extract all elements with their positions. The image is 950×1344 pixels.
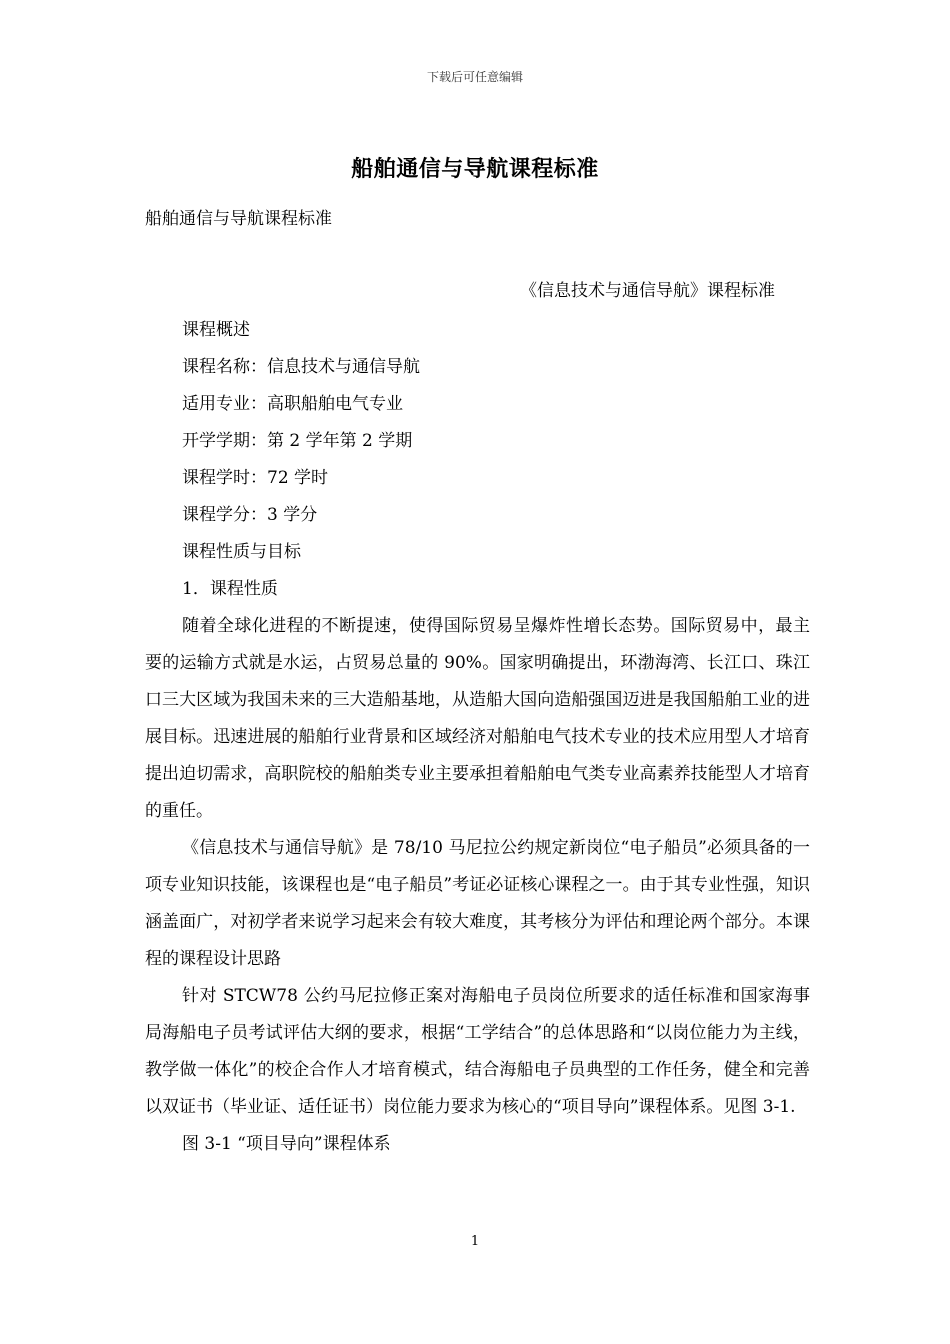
major-line: 适用专业：高职船舶电气专业 (182, 394, 403, 414)
section-heading-overview: 课程概述 (182, 320, 250, 340)
header-note: 下载后可任意编辑 (426, 70, 523, 84)
document-title: 船舶通信与导航课程标准 (351, 157, 599, 182)
hours-line: 课程学时：72 学时 (182, 468, 329, 488)
course-standard-title: 《信息技术与通信导航》课程标准 (520, 281, 775, 301)
semester-line: 开学学期：第 2 学年第 2 学期 (182, 431, 413, 451)
credits-line: 课程学分：3 学分 (182, 505, 318, 525)
paragraph-background: 随着全球化进程的不断提速，使得国际贸易呈爆炸性增长态势。国际贸易中，最主要的运输方式就是水运，占贸易总量的 90%。国家明确提出，环渤海湾、长江口、珠江口三大区域为我国未来的三大造船基地，从造船大国向造船强国迈进是我国船舶工业的进展目标。迅速进展的船舶行业背景和区域经济对船舶电气技术专业的技术应用型人才培育提出迫切需求，高职院校的船舶类专业主要承担着船舶电气类专业高素养技能型人才培育的重任。 (145, 616, 810, 821)
section-heading-nature-goals: 课程性质与目标 (182, 542, 301, 562)
page-number: 1 (470, 1234, 480, 1249)
document-body (145, 312, 810, 1163)
figure-caption: 图 3-1 “项目导向”课程体系 (182, 1134, 391, 1154)
course-name-line: 课程名称：信息技术与通信导航 (182, 357, 420, 377)
paragraph-course-description: 《信息技术与通信导航》是 78/10 马尼拉公约规定新岗位“电子船员”必须具备的一项专业知识技能，该课程也是“电子船员”考证必证核心课程之一。由于其专业性强，知识涵盖面广，对初学者来说学习起来会有较大难度，其考核分为评估和理论两个部分。本课程的课程设计思路 (145, 838, 810, 969)
paragraph-design-approach: 针对 STCW78 公约马尼拉修正案对海船电子员岗位所要求的适任标准和国家海事局海船电子员考试评估大纲的要求，根据“工学结合”的总体思路和“以岗位能力为主线，教学做一体化”的校企合作人才培育模式，结合海船电子员典型的工作任务，健全和完善以双证书（毕业证、适任证书）岗位能力要求为核心的“项目导向”课程体系。见图 3-1. (145, 986, 810, 1117)
subsection-heading-nature: 1．课程性质 (182, 579, 278, 599)
document-subtitle: 船舶通信与导航课程标准 (145, 209, 332, 229)
